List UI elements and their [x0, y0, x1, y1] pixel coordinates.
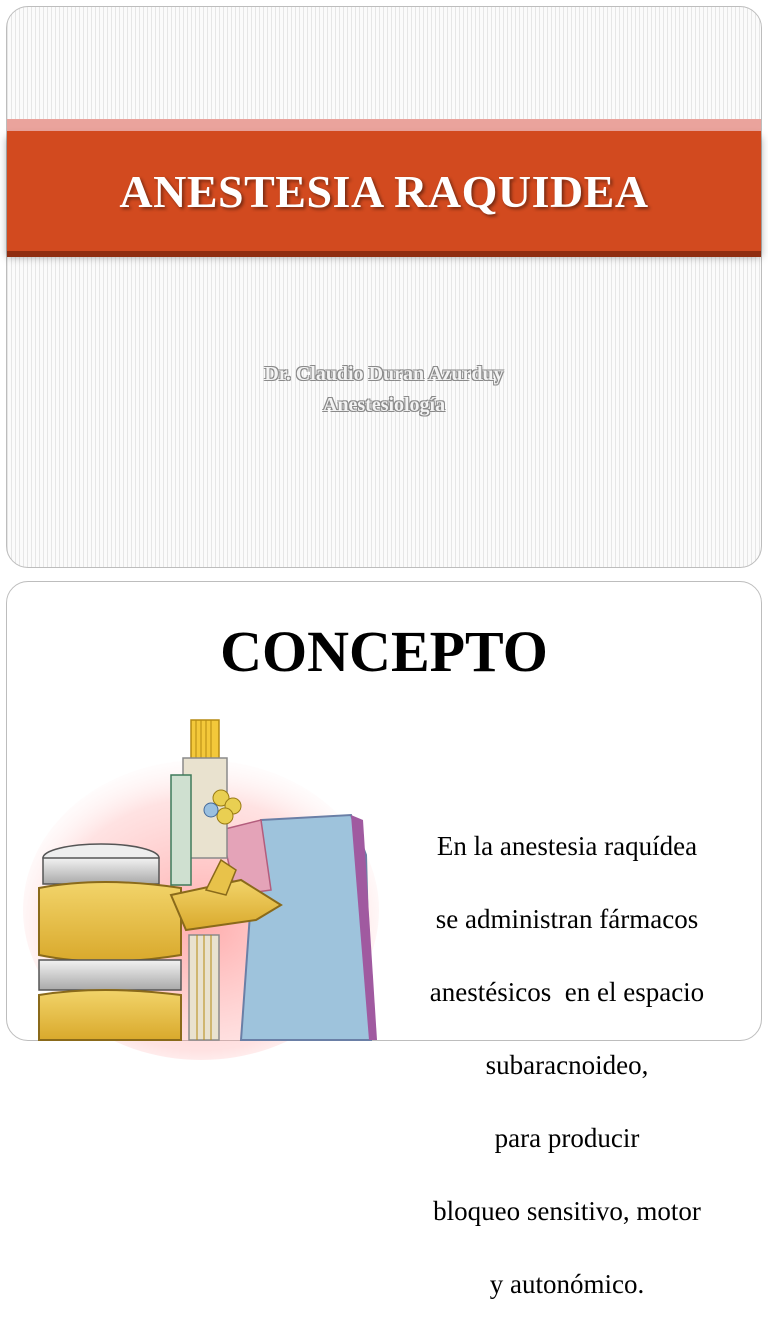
- author-name: Dr. Claudio Duran Azurduy: [264, 363, 504, 385]
- concept-line: En la anestesia raquídea: [436, 830, 698, 861]
- concept-line: y autonómico.: [489, 1268, 645, 1299]
- author-specialty: Anestesiología: [322, 394, 446, 416]
- concept-title: CONCEPTO: [220, 619, 548, 684]
- concept-line: para producir: [494, 1122, 640, 1153]
- concept-line: bloqueo sensitivo, motor: [433, 1195, 701, 1226]
- slide-title: ANESTESIA RAQUIDEA: [119, 166, 649, 217]
- author-block: [7, 359, 761, 421]
- concept-line: anestésicos en el espacio: [429, 976, 705, 1007]
- title-band-top-stripe: [7, 119, 761, 131]
- title-band-bottom-stripe: [7, 251, 761, 257]
- concept-line: subaracnoideo,: [485, 1049, 649, 1080]
- title-slide: [6, 6, 762, 568]
- spine-anatomy-icon: [21, 720, 381, 1040]
- concept-line: se administran fármacos: [435, 903, 699, 934]
- concept-slide: [6, 581, 762, 1299]
- concept-definition: [387, 791, 747, 1339]
